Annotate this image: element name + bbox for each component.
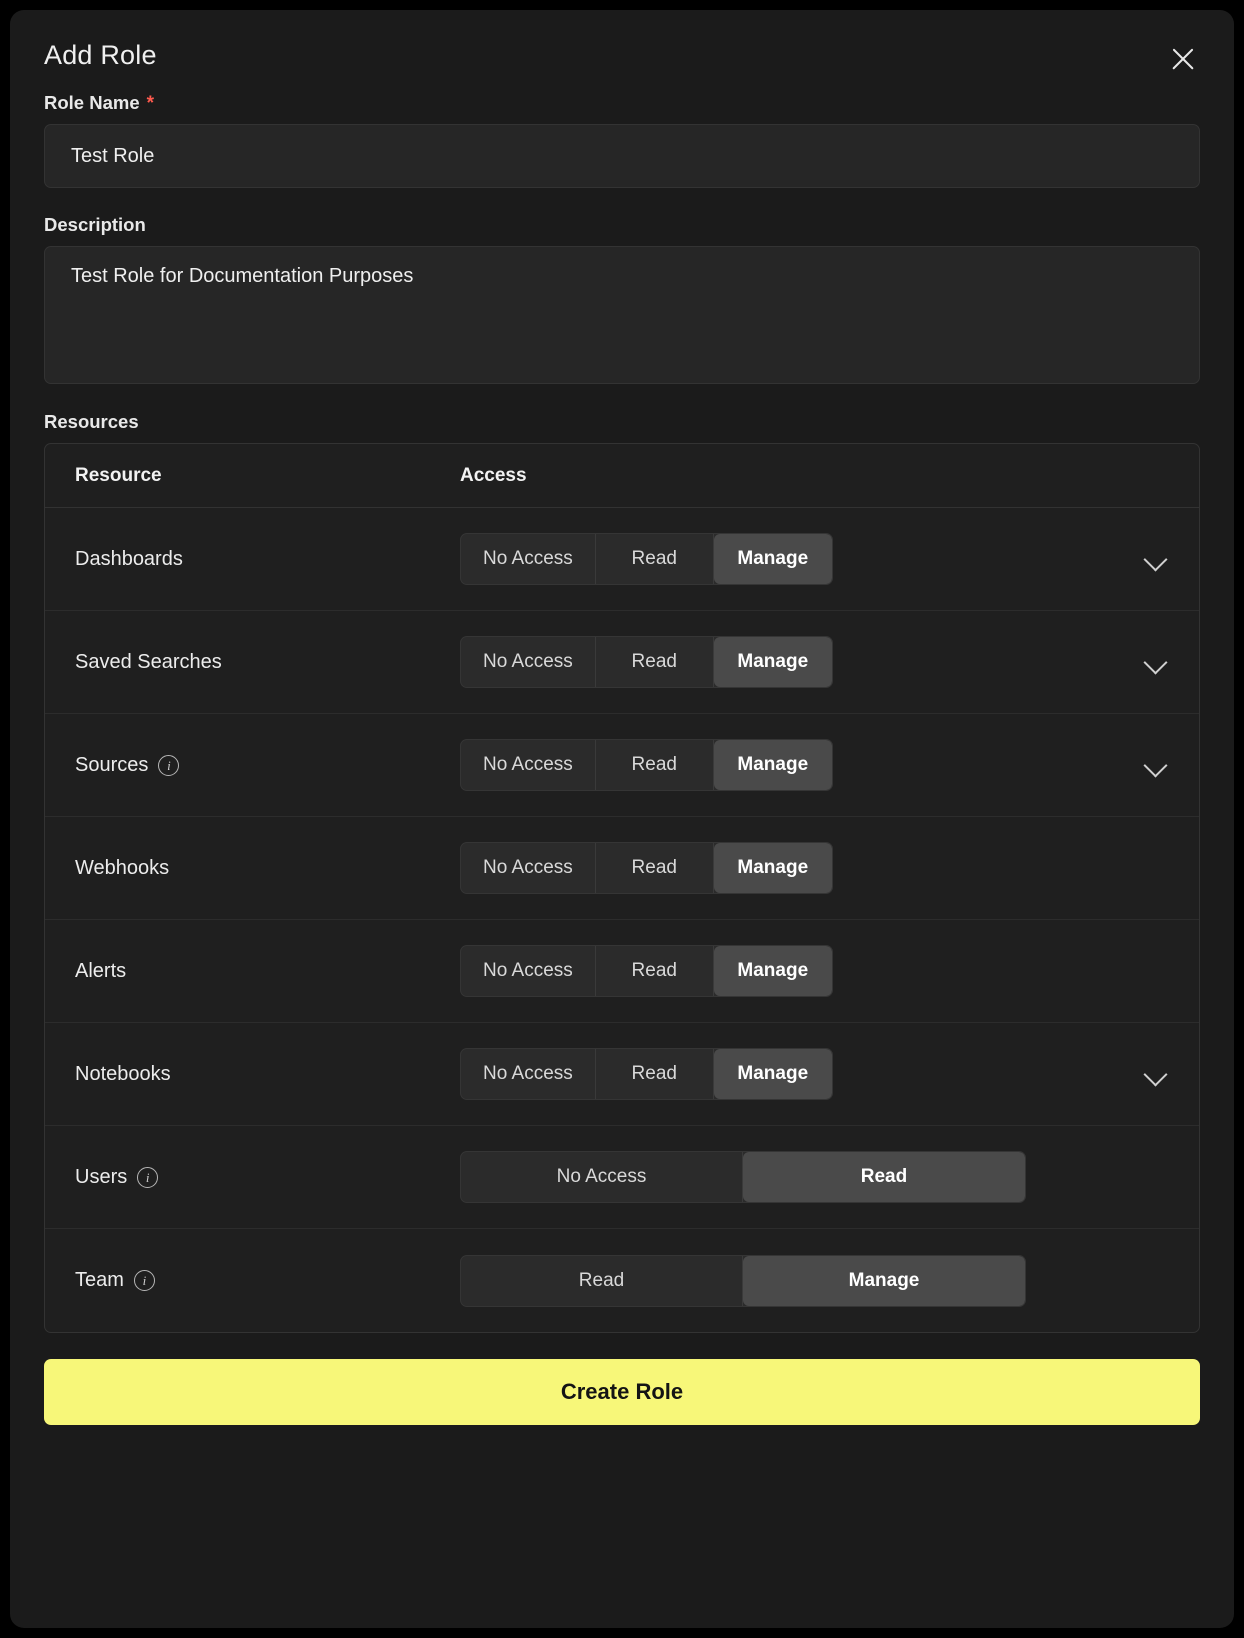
access-option-no-access[interactable]: No Access (461, 1049, 596, 1099)
resource-name-cell (75, 651, 460, 674)
column-header-access: Access (460, 464, 527, 486)
close-icon[interactable] (1166, 42, 1200, 76)
table-row (45, 508, 1199, 611)
table-row (45, 714, 1199, 817)
create-role-button[interactable]: Create Role (44, 1359, 1200, 1425)
access-segmented-control (460, 945, 833, 997)
access-option-manage[interactable]: Manage (714, 740, 832, 790)
access-segmented-control (460, 636, 833, 688)
table-row (45, 1023, 1199, 1126)
access-option-read[interactable]: Read (461, 1256, 743, 1306)
table-body (45, 508, 1199, 1332)
info-icon[interactable]: i (137, 1167, 158, 1188)
resource-name-cell (75, 1269, 460, 1292)
table-row (45, 1126, 1199, 1229)
access-option-read[interactable]: Read (596, 637, 714, 687)
required-asterisk: * (146, 92, 155, 114)
table-header-row (45, 444, 1199, 508)
access-option-manage[interactable]: Manage (714, 843, 832, 893)
info-icon[interactable]: i (158, 755, 179, 776)
description-textarea[interactable] (44, 246, 1200, 384)
add-role-modal (10, 10, 1234, 1628)
access-option-manage[interactable]: Manage (714, 1049, 832, 1099)
access-option-read[interactable]: Read (596, 946, 714, 996)
resource-name-label: Team (75, 1269, 124, 1291)
chevron-down-icon[interactable] (1143, 1061, 1169, 1087)
access-option-no-access[interactable]: No Access (461, 946, 596, 996)
access-option-no-access[interactable]: No Access (461, 637, 596, 687)
resource-name-label: Sources (75, 753, 149, 776)
chevron-down-icon[interactable] (1143, 649, 1169, 675)
description-label (44, 214, 1200, 236)
access-option-read[interactable]: Read (596, 534, 714, 584)
access-option-read[interactable]: Read (596, 740, 714, 790)
access-option-manage[interactable]: Manage (743, 1256, 1025, 1306)
access-segmented-control (460, 533, 833, 585)
access-option-read[interactable]: Read (743, 1152, 1025, 1202)
table-row (45, 1229, 1199, 1332)
role-name-label-text: Role Name (44, 92, 140, 113)
access-segmented-control (460, 1255, 1026, 1307)
table-row (45, 817, 1199, 920)
access-option-no-access[interactable]: No Access (461, 843, 596, 893)
resource-name-cell (75, 857, 460, 880)
table-row (45, 611, 1199, 714)
resource-name-label: Users (75, 1165, 128, 1188)
access-option-read[interactable]: Read (596, 843, 714, 893)
resources-label-text: Resources (44, 411, 139, 432)
table-row (45, 920, 1199, 1023)
role-name-input[interactable] (44, 124, 1200, 188)
access-option-manage[interactable]: Manage (714, 637, 832, 687)
access-option-no-access[interactable]: No Access (461, 740, 596, 790)
resource-name-label: Saved Searches (75, 650, 222, 673)
chevron-placeholder (1143, 855, 1169, 881)
modal-header (44, 40, 1200, 92)
info-icon[interactable]: i (134, 1270, 155, 1291)
access-option-no-access[interactable]: No Access (461, 534, 596, 584)
resource-name-label: Alerts (75, 959, 127, 982)
access-option-read[interactable]: Read (596, 1049, 714, 1099)
access-option-manage[interactable]: Manage (714, 946, 832, 996)
access-segmented-control (460, 842, 833, 894)
resource-name-cell (75, 960, 460, 983)
access-segmented-control (460, 739, 833, 791)
resources-table (44, 443, 1200, 1333)
chevron-placeholder (1143, 1164, 1169, 1190)
column-header-resource: Resource (75, 464, 162, 486)
resource-name-cell (75, 754, 460, 777)
access-option-manage[interactable]: Manage (714, 534, 832, 584)
resource-name-label: Notebooks (75, 1062, 171, 1085)
chevron-down-icon[interactable] (1143, 752, 1169, 778)
chevron-placeholder (1143, 958, 1169, 984)
resources-label (44, 411, 1200, 433)
resource-name-cell (75, 1063, 460, 1086)
resource-name-cell (75, 1166, 460, 1189)
access-segmented-control (460, 1048, 833, 1100)
page-title: Add Role (44, 40, 157, 70)
resource-name-label: Webhooks (75, 856, 170, 879)
chevron-placeholder (1143, 1268, 1169, 1294)
access-segmented-control (460, 1151, 1026, 1203)
resource-name-label: Dashboards (75, 547, 183, 570)
access-option-no-access[interactable]: No Access (461, 1152, 743, 1202)
chevron-down-icon[interactable] (1143, 546, 1169, 572)
description-label-text: Description (44, 214, 146, 235)
role-name-label (44, 92, 1200, 114)
resource-name-cell (75, 548, 460, 571)
